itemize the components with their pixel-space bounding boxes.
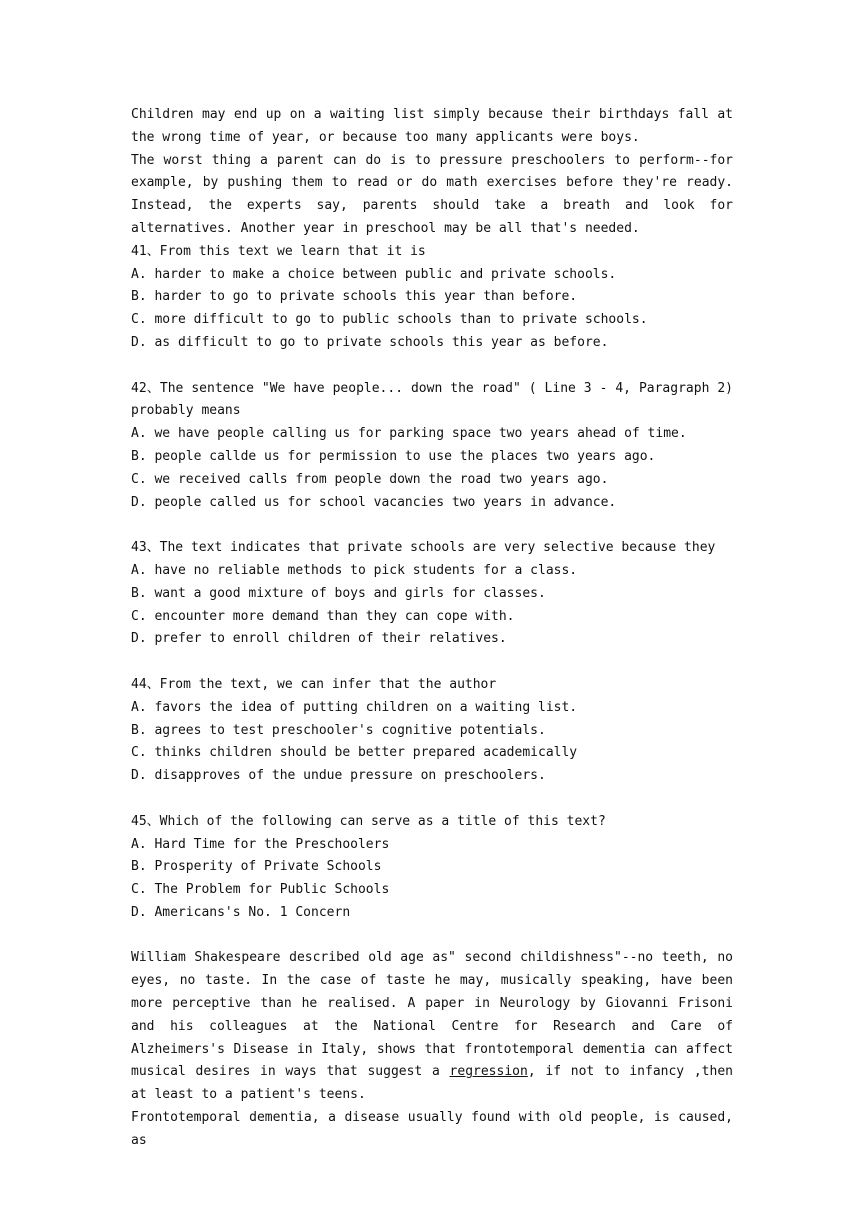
option-d: D. Americans's No. 1 Concern	[131, 904, 351, 920]
option-c: C. we received calls from people down the road two years ago.	[131, 471, 609, 487]
question-stem: 44、From the text, we can infer that the author	[131, 676, 497, 692]
option-b: B. Prosperity of Private Schools	[131, 859, 382, 875]
paragraph: Frontotemporal dementia, a disease usually found with old people, is caused, as	[131, 1110, 733, 1148]
option-a: A. we have people calling us for parking space two years ahead of time.	[131, 426, 687, 442]
spacer	[131, 788, 733, 811]
option-a: A. have no reliable methods to pick students for a class.	[131, 562, 578, 578]
document-page	[131, 104, 733, 1153]
question-stem: 42、The sentence "We have people... down the road" ( Line 3 - 4, Paragraph 2) probably means	[131, 380, 733, 419]
question-stem: 41、From this text we learn that it is	[131, 243, 426, 259]
question-stem: 45、Which of the following can serve as a title of this text?	[131, 813, 606, 829]
option-b: B. agrees to test preschooler's cognitive potentials.	[131, 722, 546, 738]
option-c: C. thinks children should be better prepared academically	[131, 745, 578, 761]
underlined-word: regression	[449, 1064, 528, 1080]
question-44	[131, 674, 733, 788]
option-b: B. harder to go to private schools this year than before.	[131, 289, 578, 305]
paragraph: Children may end up on a waiting list simply because their birthdays fall at the wrong time of year, or because too many applicants were boys.	[131, 107, 733, 145]
option-c: C. The Problem for Public Schools	[131, 882, 390, 898]
spacer	[131, 925, 733, 948]
option-d: D. disapproves of the undue pressure on preschoolers.	[131, 768, 546, 784]
question-43	[131, 537, 733, 651]
option-a: A. favors the idea of putting children on a waiting list.	[131, 699, 578, 715]
option-b: B. want a good mixture of boys and girls for classes.	[131, 585, 546, 601]
option-c: C. more difficult to go to public schools than to private schools.	[131, 312, 648, 328]
option-d: D. people called us for school vacancies two years in advance.	[131, 494, 617, 510]
paragraph: The worst thing a parent can do is to pressure preschoolers to perform--for example, by pushing them to read or do math exercises before they're ready. Instead, the experts say, parents should take a breath and look for alternatives. Another year in preschool may be all that's needed.	[131, 152, 733, 236]
question-45	[131, 811, 733, 925]
option-a: A. Hard Time for the Preschoolers	[131, 836, 390, 852]
question-42	[131, 378, 733, 515]
option-d: D. as difficult to go to private schools this year as before.	[131, 334, 609, 350]
question-41	[131, 241, 733, 355]
option-d: D. prefer to enroll children of their relatives.	[131, 631, 507, 647]
spacer	[131, 514, 733, 537]
paragraph-text: William Shakespeare described old age as" second childishness"--no teeth, no eyes, no taste. In the case of taste he may, musically speaking, have been more perceptive than he realised. A paper in Neurology by Giovanni Frisoni and his colleagues at the National Centre for Research and Care of Alzheimers's Disease in Italy, shows that frontotemporal dementia can affect musical desires in ways that suggest a	[131, 950, 733, 1080]
option-b: B. people callde us for permission to use the places two years ago.	[131, 448, 656, 464]
spacer	[131, 355, 733, 378]
question-stem: 43、The text indicates that private schools are very selective because they	[131, 540, 716, 556]
option-c: C. encounter more demand than they can cope with.	[131, 608, 515, 624]
option-a: A. harder to make a choice between public and private schools.	[131, 266, 617, 282]
spacer	[131, 651, 733, 674]
paragraph-text: , if not to infancy ,then at least to a patient's teens.	[131, 1064, 733, 1103]
paragraph	[131, 947, 733, 1107]
